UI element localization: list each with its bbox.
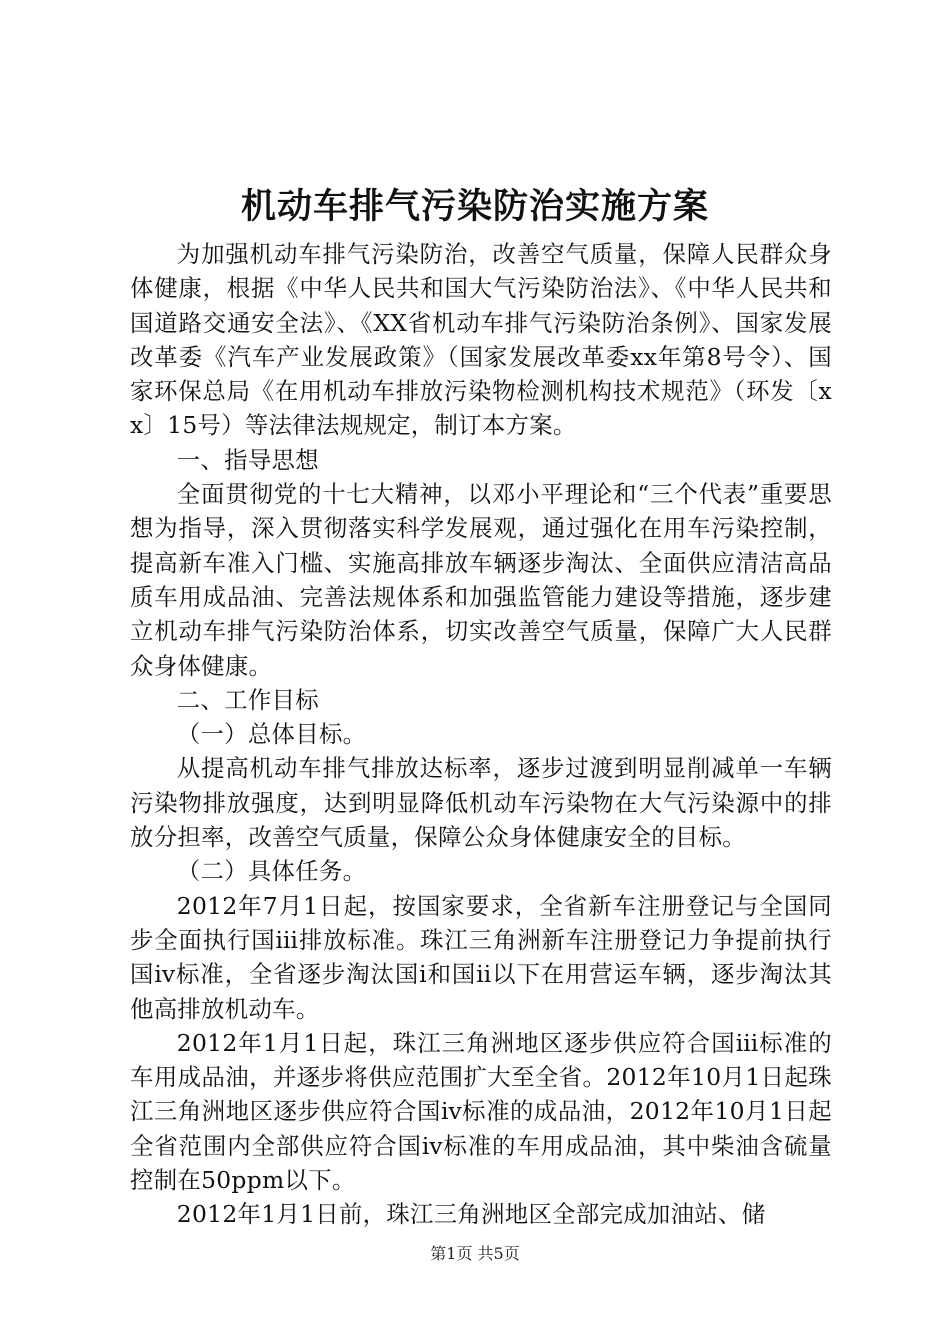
paragraph: 从提高机动车排气排放达标率，逐步过渡到明显削减单一车辆污染物排放强度，达到明显降低机动车污染物在大气污染源中的排放分担率，改善空气质量，保障公众身体健康安全的目标。 xyxy=(130,754,832,852)
subsection-heading: （一）总体目标。 xyxy=(176,720,367,749)
paragraph: 2012年1月1日起，珠江三角洲地区逐步供应符合国ⅲ标准的车用成品油，并逐步将供应范围扩大至全省。2012年10月1日起珠江三角洲地区逐步供应符合国ⅳ标准的成品油，2012年10月1日起全省范围内全部供应符合国ⅳ标准的车用成品油，其中柴油含硫量控制在50ppm以下。 xyxy=(130,1028,832,1195)
paragraph: 2012年7月1日起，按国家要求，全省新车注册登记与全国同步全面执行国ⅲ排放标准。珠江三角洲新车注册登记力争提前执行国ⅳ标准，全省逐步淘汰国ⅰ和国ⅱ以下在用营运车辆，逐步淘汰其他高排放机动车。 xyxy=(130,891,832,1023)
paragraph: 为加强机动车排气污染防治，改善空气质量，保障人民群众身体健康，根据《中华人民共和国大气污染防治法》、《中华人民共和国道路交通安全法》、《XX省机动车排气污染防治条例》、国家发展改革委《汽车产业发展政策》（国家发展改革委xx年第8号令）、国家环保总局《在用机动车排放污染物检测机构技术规范》（环发〔xx〕15号）等法律法规规定，制订本方案。 xyxy=(130,240,832,440)
paragraph: 2012年1月1日前，珠江三角洲地区全部完成加油站、储 xyxy=(176,1200,766,1229)
subsection-heading: （二）具体任务。 xyxy=(176,857,367,886)
page-footer: 第1页 共5页 xyxy=(430,1244,520,1263)
section-heading: 一、指导思想 xyxy=(176,445,319,474)
document-title: 机动车排气污染防治实施方案 xyxy=(240,187,709,227)
section-heading: 二、工作目标 xyxy=(176,685,319,714)
paragraph: 全面贯彻党的十七大精神，以邓小平理论和“三个代表”重要思想为指导，深入贯彻落实科学发展观，通过强化在用车污染控制，提高新车准入门槛、实施高排放车辆逐步淘汰、全面供应清洁高品质车用成品油、完善法规体系和加强监管能力建设等措施，逐步建立机动车排气污染防治体系，切实改善空气质量，保障广大人民群众身体健康。 xyxy=(130,480,832,680)
document-body xyxy=(130,237,832,1232)
